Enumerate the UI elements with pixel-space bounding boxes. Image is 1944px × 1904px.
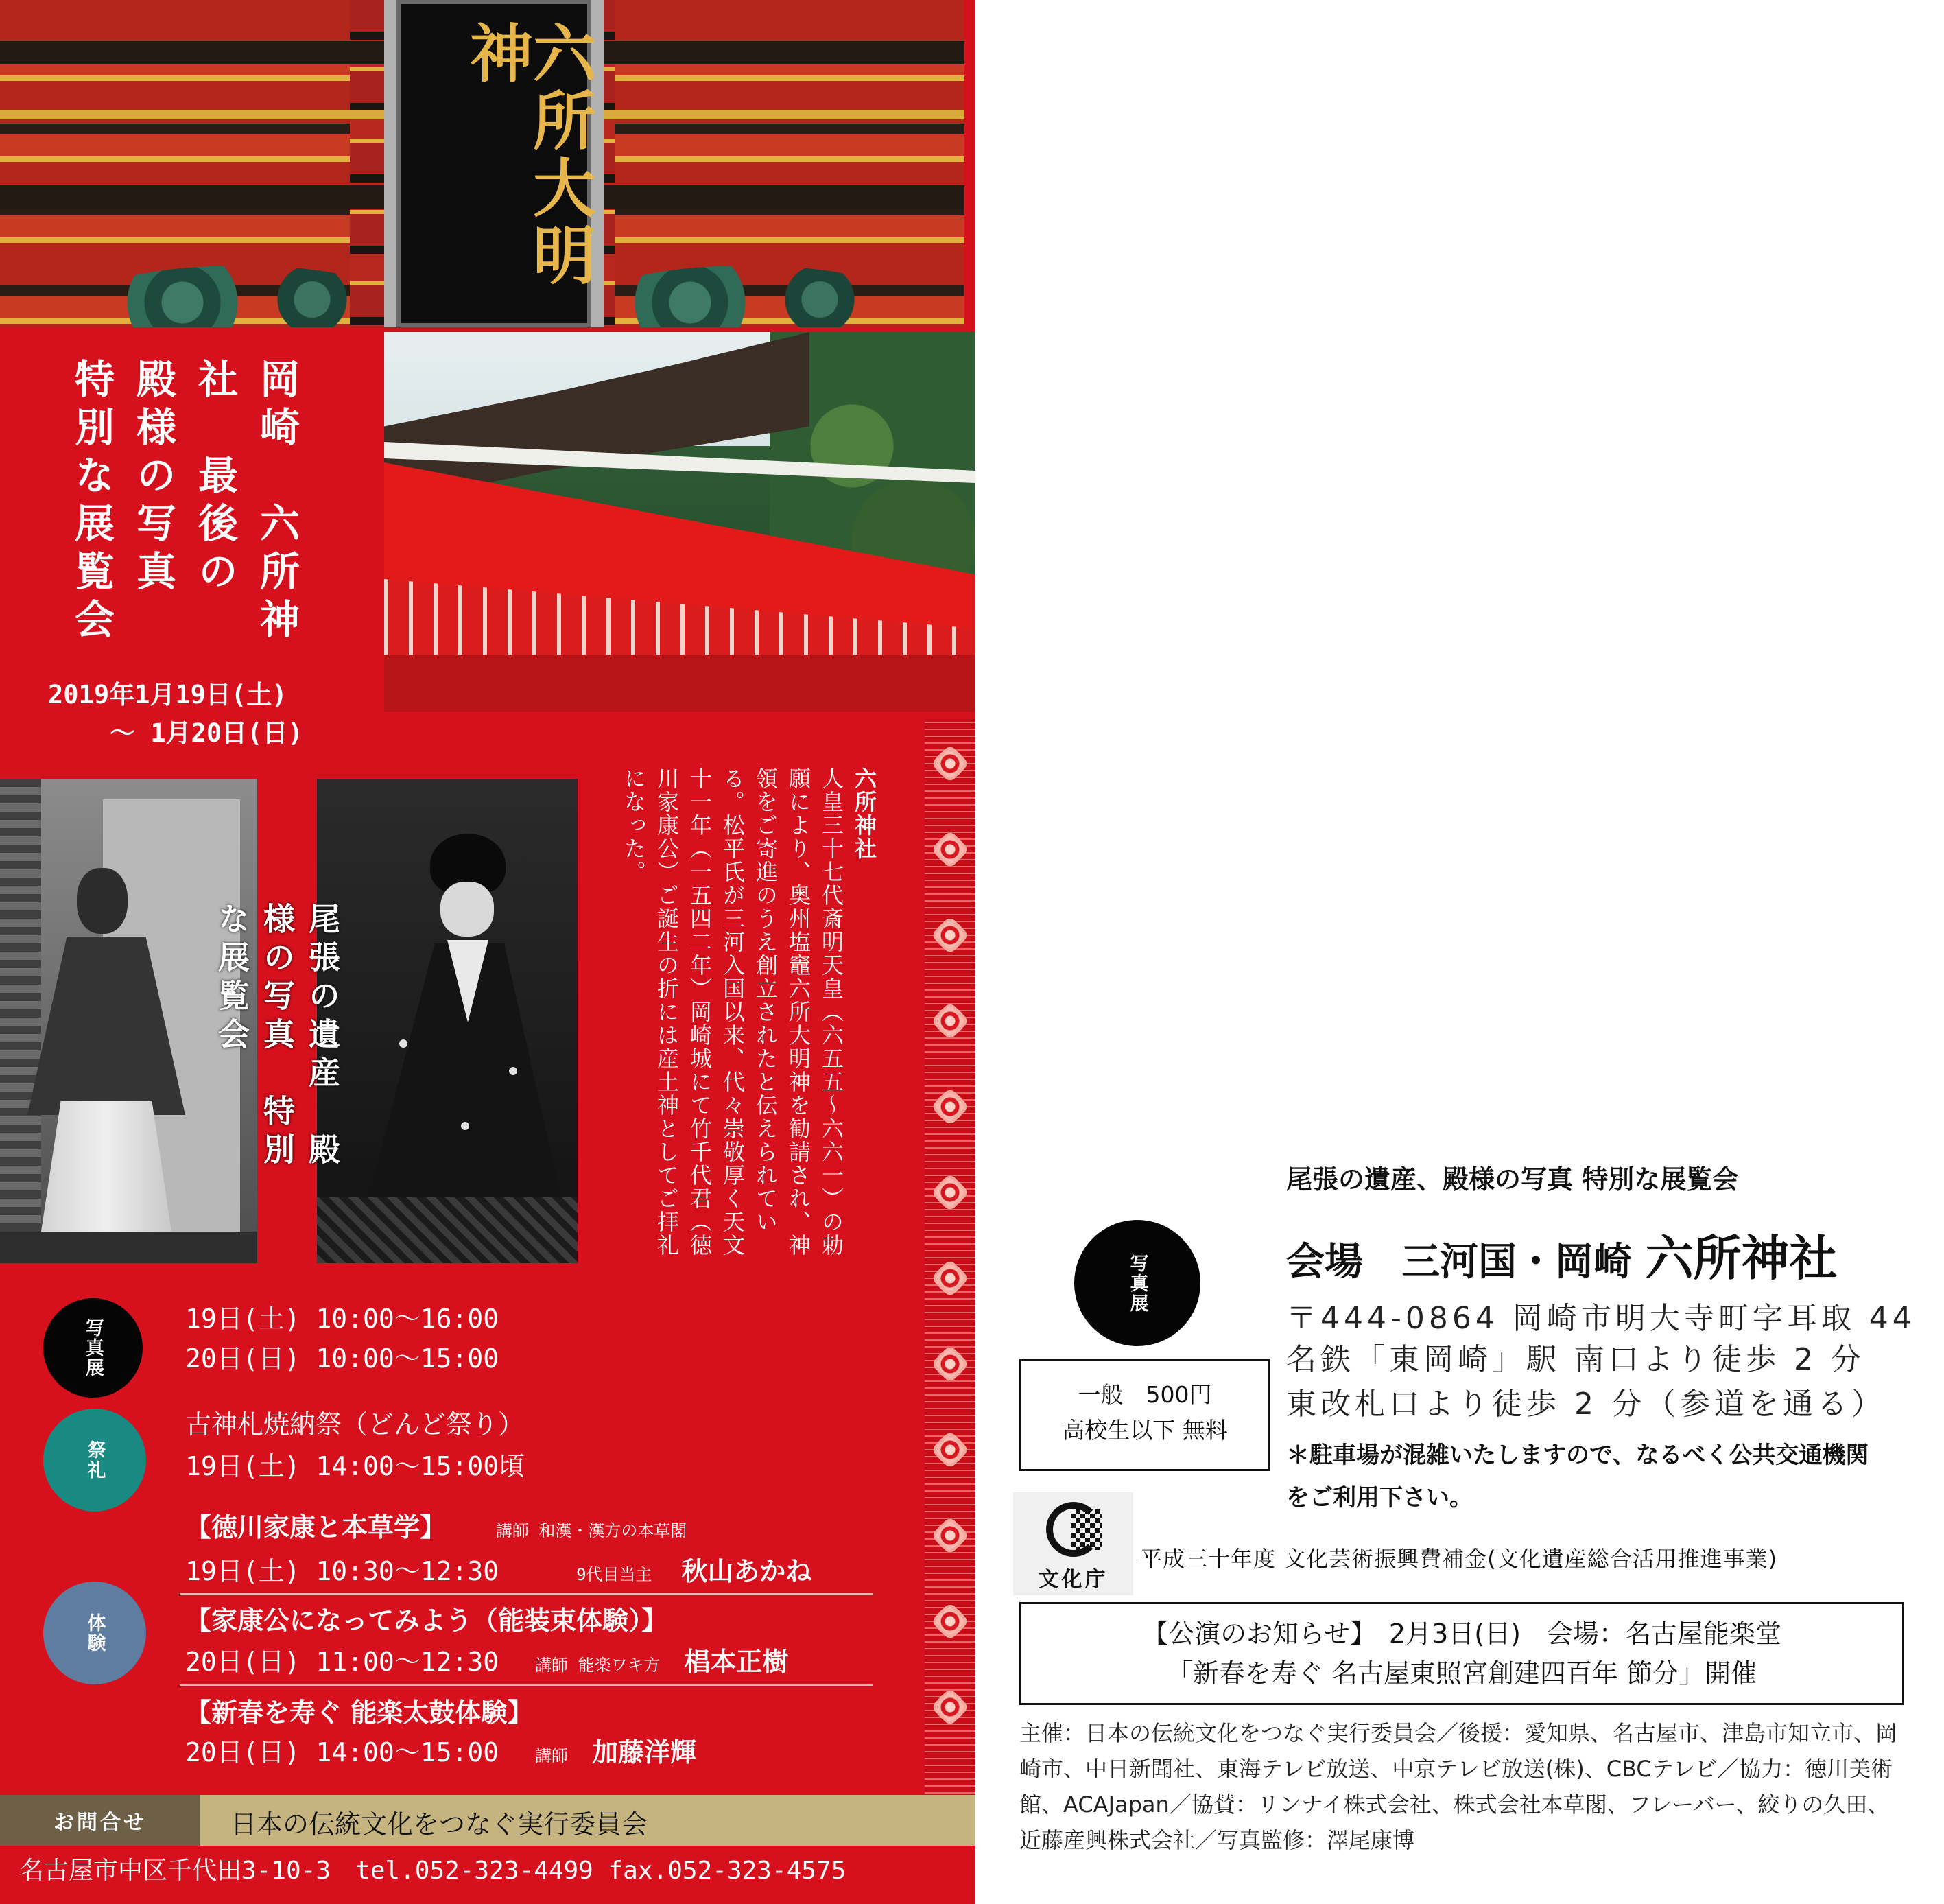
contact-label: お問合せ — [0, 1795, 200, 1846]
shrine-base — [384, 655, 975, 712]
sponsor-credits: 主催：日本の伝統文化をつなぐ実行委員会／後援：愛知県、名古屋市、津島市知立市、岡崎市、中日新聞社、東海テレビ放送、中京テレビ放送(株)、CBCテレビ／協力：徳川美術館、ACAJapan／協賛：リンナイ株式会社、株式会社本草閣、フレーバー、絞りの久田、近藤産興株式会社／写真監修：澤尾康博 — [1019, 1720, 1898, 1853]
contact-bar — [0, 1795, 975, 1846]
event-title: 岡崎 六所神社 最後の 殿様の写真 特別な展覧会 — [68, 358, 300, 646]
workshop-3-lecturer-name: 加藤洋輝 — [591, 1737, 696, 1767]
workshop-1-title: 【徳川家康と本草学】 — [185, 1512, 447, 1542]
notice-line-2: 「新春を寿ぐ 名古屋東照宮創建四百年 節分」開催 — [1166, 1658, 1757, 1689]
workshop-1-lecturer-name: 秋山あかね — [681, 1556, 812, 1586]
workshop-2-lecturer-role: 講師 能楽ワキ方 — [535, 1656, 661, 1675]
kimono-crest — [509, 1067, 517, 1075]
history-title: 六所神社 — [851, 767, 877, 860]
kimono-crest — [461, 1122, 469, 1130]
access-south-exit: 名鉄「東岡崎」駅 南口より徒歩 2 分 — [1286, 1342, 1865, 1377]
portrait-rug — [317, 1197, 578, 1263]
decorative-carving — [96, 266, 384, 327]
date-start: 2019年1月19日(土) — [48, 680, 287, 709]
workshop-3-lecturer-role: 講師 — [535, 1746, 569, 1765]
workshop-1-details — [185, 1553, 811, 1592]
photo-exhibit-badge-right: 写真展 — [1074, 1220, 1200, 1346]
workshop-2-title — [185, 1603, 667, 1638]
photo-exhibit-badge: 写真展 — [43, 1298, 143, 1398]
workshop-1-time: 19日(土) 10:30～12:30 — [185, 1556, 499, 1586]
shrine-building-photo — [384, 332, 975, 712]
fee-student: 高校生以下 無料 — [1062, 1417, 1228, 1444]
decorative-carving — [604, 266, 892, 327]
date-end: ～ 1月20日(日) — [110, 718, 303, 748]
workshop-3-title — [185, 1695, 533, 1730]
heritage-title: 尾張の遺産 殿様の写真 特別な展覧会 — [213, 902, 341, 1171]
workshop-divider — [180, 1593, 873, 1595]
plaque-inscription: 六所大明神 — [460, 21, 597, 290]
workshop-3-title-text: 【新春を寿ぐ 能楽太鼓体験】 — [185, 1697, 534, 1728]
workshop-2-details — [185, 1644, 788, 1683]
contact-address: 名古屋市中区千代田3-10-3 tel.052-323-4499 fax.052-323-4575 — [19, 1857, 846, 1885]
venue-name: 六所神社 — [1645, 1230, 1838, 1286]
photo-exhibit-day1: 19日(土) 10:00～16:00 — [185, 1304, 499, 1334]
venue-address: 〒444-0864 岡崎市明大寺町字耳取 44 — [1286, 1301, 1916, 1336]
workshop-1-lecturer-role: 講師 和漢・漢方の本草閣 — [495, 1521, 687, 1540]
shrine-history — [617, 767, 881, 1268]
workshop-3-details — [185, 1735, 696, 1774]
performance-notice-box — [1019, 1602, 1904, 1705]
festival-time: 19日(土) 14:00～15:00頃 — [185, 1451, 525, 1481]
access-east-exit: 東改札口より徒歩 2 分（参道を通る） — [1286, 1387, 1886, 1422]
lady-portrait-photo — [317, 779, 578, 1263]
contact-organization: 日本の伝統文化をつなぐ実行委員会 — [230, 1809, 648, 1840]
photo-exhibit-day2: 20日(日) 10:00～15:00 — [185, 1343, 499, 1374]
parking-note: ＊駐車場が混雑いたしますので、なるべく公共交通機関をご利用下さい。 — [1286, 1442, 1869, 1512]
shrine-plaque-photo — [0, 0, 964, 327]
workshop-3-time: 20日(日) 14:00～15:00 — [185, 1737, 499, 1767]
workshop-2-lecturer-name: 椙本正樹 — [684, 1647, 789, 1677]
venue-line — [1286, 1220, 1838, 1289]
portrait-figure-hakama — [41, 1101, 171, 1232]
festival-name: 古神札焼納祭（どんど祭り） — [185, 1409, 525, 1439]
kimono-crest — [399, 1039, 407, 1048]
admission-fee-box — [1019, 1359, 1270, 1471]
bunkacho-logo-grid — [1071, 1509, 1102, 1550]
experience-badge: 体験 — [43, 1582, 146, 1684]
fee-general: 一般 500円 — [1078, 1381, 1212, 1408]
event-dates — [48, 676, 303, 753]
history-body: 人皇三十七代斎明天皇（六五五～六六一）の勅願により、奥州塩竈六所大明神を勧請され、神領をご寄進のうえ創立されたと伝えられている。松平氏が三河入国以来、代々崇敬厚く天文十一年（一五四二年）岡崎城にて竹千代君（徳川家康公）ご誕生の折には産土神としてご拝礼になった。 — [621, 767, 844, 1257]
festival-badge: 祭礼 — [43, 1409, 146, 1512]
workshop-2-title-text: 【家康公になってみよう（能装束体験）】 — [185, 1606, 668, 1636]
bunkacho-label: 文化庁 — [1038, 1568, 1109, 1592]
portrait-floor — [0, 1232, 257, 1263]
workshop-1-lecturer-title: 9代目当主 — [576, 1565, 652, 1584]
portrait-doorframe — [0, 779, 41, 1263]
bunkacho-logo-icon — [1013, 1492, 1133, 1595]
portrait-figure-face — [440, 882, 494, 937]
venue-prefix: 会場 三河国・岡崎 — [1286, 1240, 1632, 1284]
notice-line-1: 【公演のお知らせ】 2月3日(日) 会場：名古屋能楽堂 — [1142, 1619, 1781, 1649]
grant-line: 平成三十年度 文化芸術振興費補金(文化遺産総合活用推進事業) — [1140, 1546, 1778, 1572]
workshop-divider — [180, 1684, 873, 1686]
portrait-figure-head — [77, 868, 128, 934]
plaque-board — [384, 0, 604, 327]
workshop-1-header — [185, 1509, 687, 1549]
workshop-2-time: 20日(日) 11:00～12:30 — [185, 1647, 499, 1677]
info-heading: 尾張の遺産、殿様の写真 特別な展覧会 — [1286, 1164, 1739, 1195]
